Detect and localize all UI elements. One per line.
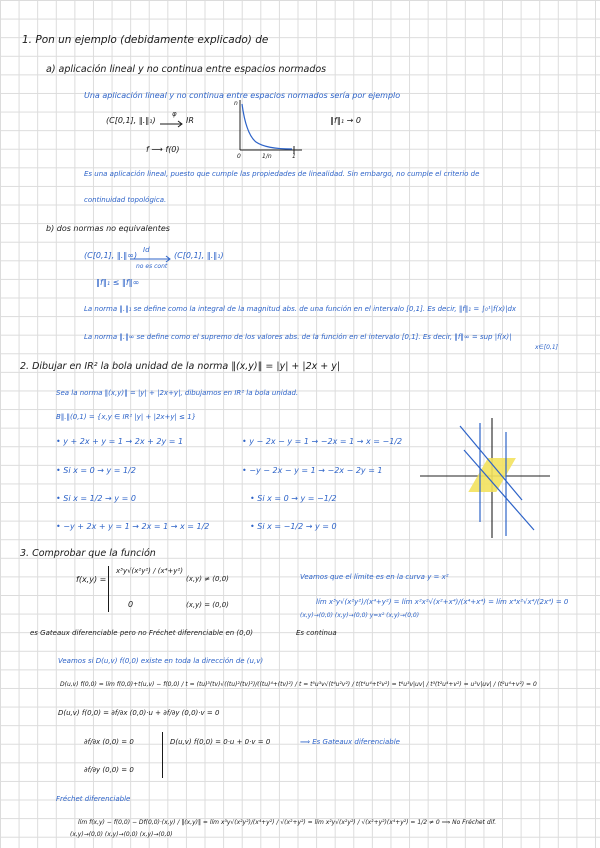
partials-brace [162, 732, 163, 778]
frechet-limit: lím f(x,y) − f(0,0) − Df(0,0)·(x,y) / ‖(x,y)‖ = lím x³y√(x²y²)/(x⁴+y²) / √(x²+y²) = lím x²y√(x²y²) / √(x²+y²)(x⁴+y²) = 1/2 ≠ 0 ⟹ No Fréchet dif. [78, 819, 497, 826]
is-continuous: Es continua [296, 629, 337, 637]
case2-row1: • y − 2x − y = 1 → −2x = 1 → x = −1/2 [242, 437, 403, 446]
limit-curve-subscripts: (x,y)→(0,0) (x,y)→(0,0) y=x² (x,y)→(0,0) [300, 612, 420, 619]
linearity-explanation: Es una aplicación lineal, puesto que cumple las propiedades de linealidad. Sin embargo, no cumple el criterio de [84, 170, 480, 178]
graph-x-mid: 1/n [262, 153, 272, 160]
piecewise-zero: 0 [128, 600, 134, 609]
answer-a-intro: Una aplicación lineal y no continua entre espacios normados sería por ejemplo [84, 91, 401, 100]
unit-ball-definition: B‖.‖(0,1) = {x,y ∈ IR² |y| + |2x+y| ≤ 1} [56, 413, 197, 421]
id-codomain: (C[0,1], ‖.‖₁) [174, 251, 224, 260]
partial-y: ∂f/∂y (0,0) = 0 [84, 766, 134, 774]
problem1-title: 1. Pon un ejemplo (debidamente explicado) de [22, 34, 269, 46]
map-domain: (C[0,1], ‖.‖₁) [106, 116, 156, 125]
piecewise-condition-2: (x,y) = (0,0) [186, 601, 229, 609]
problem2-intro: Sea la norma ‖(x,y)‖ = |y| + |2x+y|, dibujamos en IR² la bola unidad. [56, 389, 299, 397]
problem3-claim: es Gateaux diferenciable pero no Fréchet diferenciable en (0,0) [30, 629, 254, 637]
partial-x: ∂f/∂x (0,0) = 0 [84, 738, 134, 746]
graph-x-min: 0 [237, 153, 241, 160]
piecewise-condition-1: (x,y) ≠ (0,0) [186, 575, 229, 583]
graph-x-max: 1 [292, 153, 296, 160]
map-arrow [160, 121, 184, 127]
unit-ball-drawing [420, 418, 550, 540]
problem1-part-b: b) dos normas no equivalentes [46, 224, 170, 233]
function-sequence-graph [232, 98, 304, 160]
map-rule: f ⟶ f(0) [146, 145, 180, 154]
frechet-subscripts: (x,y)→(0,0) (x,y)→(0,0) (x,y)→(0,0) [70, 831, 173, 838]
gateaux-result: D(u,v) f(0,0) = 0·u + 0·v = 0 [170, 738, 271, 746]
graph-y-label: n [234, 100, 238, 107]
piecewise-expression: x³y√(x²y²) / (x⁴+y²) [116, 567, 183, 575]
map-codomain: IR [186, 116, 194, 125]
case1-row3: • Si x = 1/2 → y = 0 [56, 494, 136, 503]
problem1-part-a: a) aplicación lineal y no continua entre espacios normados [46, 64, 327, 75]
id-label: Id [143, 246, 150, 254]
id-domain: (C[0,1], ‖.‖∞) [84, 251, 138, 260]
function-name: f(x,y) = [76, 575, 107, 584]
map-phi: φ [172, 110, 177, 118]
case2-row4: • Si x = −1/2 → y = 0 [250, 522, 337, 531]
norm-limit: ‖f‖₁ → 0 [330, 116, 361, 125]
case2-row3: • Si x = 0 → y = −1/2 [250, 494, 337, 503]
sup-subscript: x∈[0,1] [535, 344, 559, 351]
piecewise-brace [108, 566, 109, 612]
id-arrow [130, 256, 172, 262]
frechet-heading: Fréchet diferenciable [56, 795, 131, 803]
gateaux-intro: Veamos si D(u,v) f(0,0) existe en toda la dirección de (u,v) [58, 657, 264, 665]
derivative-linear-form: D(u,v) f(0,0) = ∂f/∂x (0,0)·u + ∂f/∂y (0,0)·v = 0 [58, 709, 220, 717]
case1-row4: • −y + 2x + y = 1 → 2x = 1 → x = 1/2 [56, 522, 210, 531]
limit-curve-computation: lím x³y√(x²y²)/(x⁴+y²) = lím x²x²√(x²+x⁴)/(x⁴+x⁴) = lím x⁴x²√x⁴/(2x⁴) = 0 [316, 598, 569, 606]
problem3-title: 3. Comprobar que la función [20, 548, 156, 559]
norm1-definition: La norma ‖.‖₁ se define como la integral de la magnitud abs. de una función en el intervalo [0,1]. Es decir, ‖f‖₁ = ∫₀¹|f(x)|dx [84, 305, 517, 313]
case1-row2: • Si x = 0 → y = 1/2 [56, 466, 136, 475]
norm-inf-definition: La norma ‖.‖∞ se define como el supremo de los valores abs. de la función en el intervalo [0,1]. Es decir, ‖f‖∞ = sup |f(x)| [84, 333, 512, 341]
directional-derivative-limit: D(u,v) f(0,0) = lím f(0,0)+t(u,v) − f(0,0) / t = (tu)³(tv)√((tu)²(tv)²)/((tu)⁴+(tv)²) / t = t⁵u³v√(t⁴u²v²) / t(t⁴u⁴+t²v²) = t⁶u³v|uv| / t³(t²u⁴+v²) = u³v|uv| / (t²u⁴+v²) = 0 [60, 681, 537, 688]
problem2-title: 2. Dibujar en IR² la bola unidad de la norma ‖(x,y)‖ = |y| + |2x + y| [20, 361, 341, 372]
limit-curve-intro: Veamos que el límite es en la curva y = x² [300, 573, 449, 581]
gateaux-conclusion: ⟹ Es Gateaux diferenciable [300, 738, 400, 746]
case1-row1: • y + 2x + y = 1 → 2x + 2y = 1 [56, 437, 184, 446]
case2-row2: • −y − 2x − y = 1 → −2x − 2y = 1 [242, 466, 383, 475]
continuity-note: continuidad topológica. [84, 196, 167, 204]
norm-inequality: ‖f‖₁ ≤ ‖f‖∞ [96, 278, 140, 287]
id-not-continuous: no es cont [136, 263, 168, 270]
